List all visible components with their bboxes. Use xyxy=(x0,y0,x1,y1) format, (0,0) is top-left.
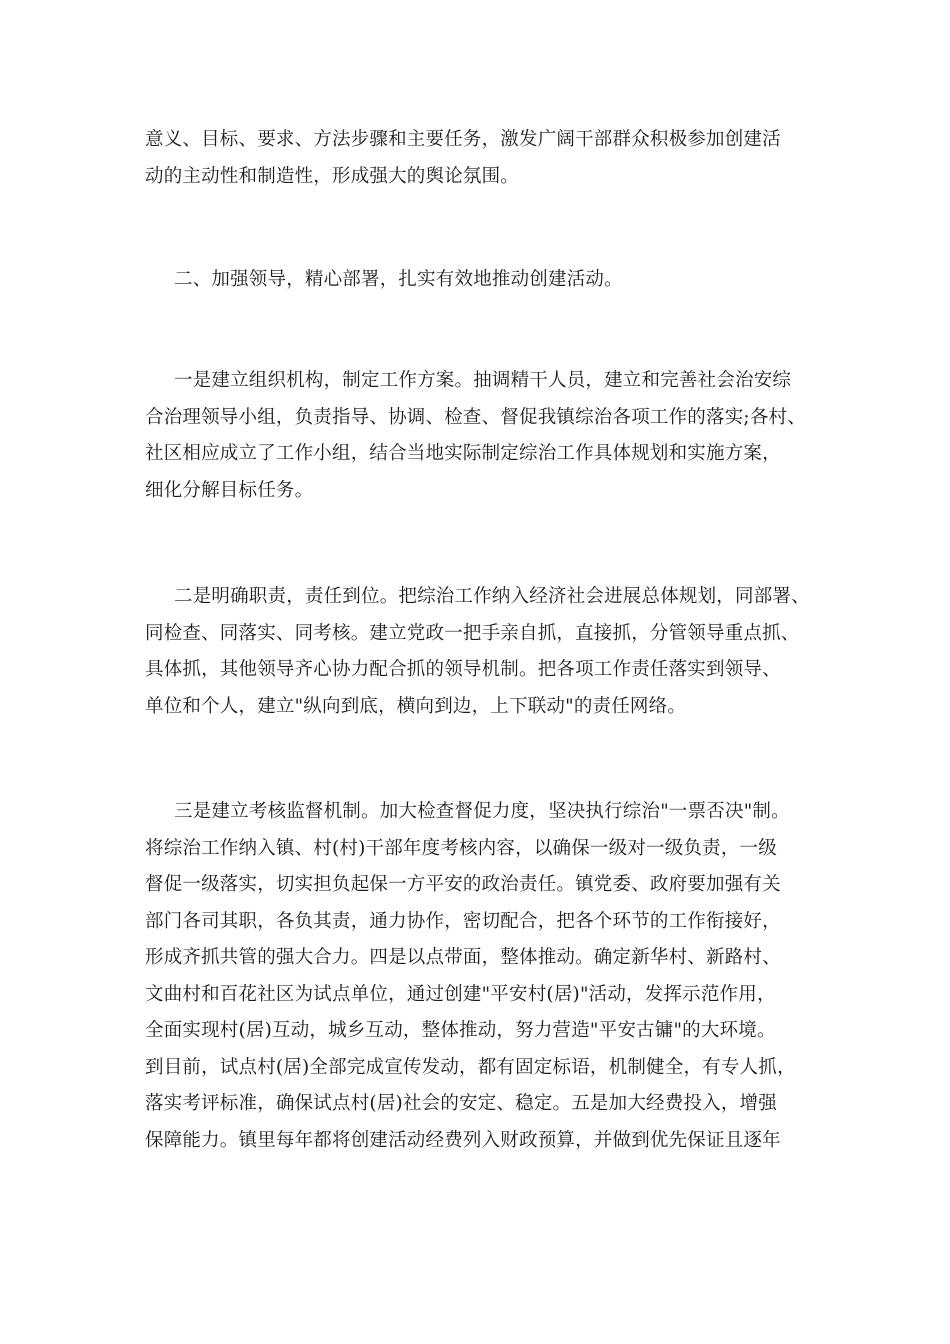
text-line: 部门各司其职，各负其责，通力协作，密切配合，把各个环节的工作衔接好， xyxy=(145,910,781,932)
text-line: 到目前，试点村(居)全部完成宣传发动，都有固定标语，机制健全，有专人抓， xyxy=(145,1056,796,1078)
text-line: 督促一级落实，切实担负起保一方平安的政治责任。镇党委、政府要加强有关 xyxy=(145,874,781,895)
text-line: 合治理领导小组，负责指导、协调、检查、督促我镇综治各项工作的落实;各村、 xyxy=(145,406,806,428)
paragraph-publicity-continuation xyxy=(145,122,835,195)
text-line: 将综治工作纳入镇、村(村)干部年度考核内容，以确保一级对一级负责，一级 xyxy=(145,837,777,859)
text-line: 细化分解目标任务。 xyxy=(145,479,314,501)
paragraph-organization xyxy=(145,363,835,509)
text-line: 三是建立考核监督机制。加大检查督促力度，坚决执行综治"一票否决"制。 xyxy=(174,801,790,822)
section-heading-text: 二、加强领导，精心部署，扎实有效地推动创建活动。 xyxy=(174,269,623,290)
text-line: 二是明确职责，责任到位。把综治工作纳入经济社会进展总体规划，同部署、 xyxy=(174,586,810,607)
text-line: 单位和个人，建立"纵向到底，横向到边，上下联动"的责任网络。 xyxy=(145,695,687,717)
text-line: 意义、目标、要求、方法步骤和主要任务，激发广阔干部群众积极参加创建活 xyxy=(145,129,781,150)
text-line: 社区相应成立了工作小组，结合当地实际制定综治工作具体规划和实施方案， xyxy=(145,443,781,464)
section-heading-leadership xyxy=(145,262,835,299)
text-line: 同检查、同落实、同考核。建立党政一把手亲自抓，直接抓，分管领导重点抓、 xyxy=(145,622,800,644)
text-line: 保障能力。镇里每年都将创建活动经费列入财政预算，并做到优先保证且逐年 xyxy=(145,1129,781,1151)
text-line: 形成齐抓共管的强大合力。四是以点带面，整体推动。确定新华村、新路村、 xyxy=(145,947,781,968)
text-line: 一是建立组织机构，制定工作方案。抽调精干人员，建立和完善社会治安综 xyxy=(174,370,792,391)
text-line: 全面实现村(居)互动，城乡互动，整体推动，努力营造"平安古镛"的大环境。 xyxy=(145,1020,776,1041)
paragraph-responsibilities xyxy=(145,579,835,725)
text-line: 动的主动性和制造性，形成强大的舆论氛围。 xyxy=(145,165,520,187)
paragraph-assessment xyxy=(145,794,835,1159)
text-line: 具体抓，其他领导齐心协力配合抓的领导机制。把各项工作责任落实到领导、 xyxy=(145,659,781,680)
text-line: 落实考评标准，确保试点村(居)社会的安定、稳定。五是加大经费投入，增强 xyxy=(145,1093,777,1114)
text-line: 文曲村和百花社区为试点单位，通过创建"平安村(居)"活动，发挥示范作用， xyxy=(145,983,776,1005)
